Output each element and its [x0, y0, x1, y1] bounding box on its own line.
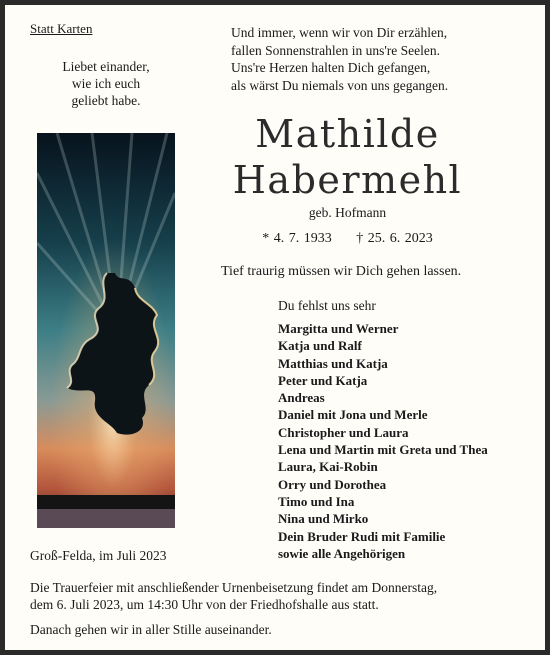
poem	[231, 24, 448, 94]
motto-line: Liebet einander,	[62, 59, 150, 74]
deceased-last-name: Habermehl	[232, 158, 463, 202]
mourner: Daniel mit Jona und Merle	[278, 407, 428, 423]
sunset-photo	[37, 133, 175, 528]
horizon	[37, 495, 175, 509]
mourner: Matthias und Katja	[278, 355, 388, 371]
water	[37, 509, 175, 528]
mourner: Timo und Ina	[278, 493, 355, 509]
mourner: Andreas	[278, 390, 325, 406]
service-line: dem 6. Juli 2023, um 14:30 Uhr von der Friedhofshalle aus statt.	[30, 597, 379, 612]
mourner: Margitta und Werner	[278, 321, 399, 336]
mourner: Peter und Katja	[278, 372, 368, 388]
poem-line: fallen Sonnenstrahlen in uns're Seelen.	[231, 42, 440, 58]
mourner: Dein Bruder Rudi mit Familie	[278, 528, 446, 544]
mourners-list	[278, 320, 488, 562]
mourner: Laura, Kai-Robin	[278, 459, 378, 475]
birth-date: * 4. 7. 1933	[262, 231, 332, 246]
missed-line: Du fehlst uns sehr	[278, 298, 376, 313]
mourner: Lena und Martin mit Greta und Thea	[278, 442, 488, 458]
poem-line: Und immer, wenn wir von Dir erzählen,	[231, 25, 448, 40]
service-line: Die Trauerfeier mit anschließender Urnenbeisetzung findet am Donnerstag,	[30, 580, 438, 595]
poem-line: als wärst Du niemals von uns gegangen.	[231, 77, 449, 93]
mourner: sowie alle Angehörigen	[278, 545, 406, 561]
statt-karten-label: Statt Karten	[30, 21, 93, 36]
birth-name: geb. Hofmann	[308, 205, 387, 220]
poem-line: Uns're Herzen halten Dich gefangen,	[231, 60, 431, 75]
closing-line: Danach gehen wir in aller Stille auseinander.	[30, 622, 272, 637]
funeral-service-info	[30, 579, 530, 613]
deceased-first-name: Mathilde	[255, 112, 440, 156]
motto-line: wie ich euch	[71, 76, 141, 91]
mourner: Christopher und Laura	[278, 424, 409, 440]
mourner: Orry und Dorothea	[278, 476, 387, 492]
bible-motto	[37, 58, 175, 109]
motto-line: geliebt habe.	[71, 93, 141, 108]
place-date: Groß-Felda, im Juli 2023	[30, 548, 167, 563]
mourner: Katja und Ralf	[278, 338, 362, 354]
mourner: Nina und Mirko	[278, 511, 369, 527]
life-dates	[205, 231, 490, 247]
death-date: † 25. 6. 2023	[356, 231, 433, 246]
mourning-line: Tief traurig müssen wir Dich gehen lassen.	[221, 264, 462, 279]
